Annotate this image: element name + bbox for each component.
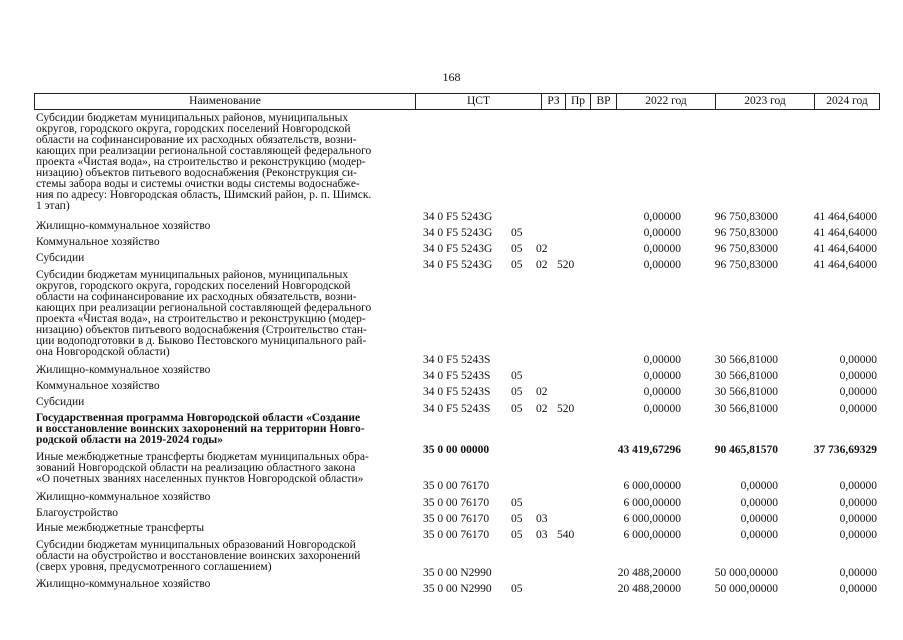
value-2024-cell: 41 464,64000 (813, 211, 877, 223)
value-2022-cell: 0,00000 (643, 243, 681, 255)
cst-cell: 34 0 F5 5243G (423, 259, 493, 271)
rz-cell: 05 (511, 227, 523, 239)
pr-cell: 02 (536, 403, 548, 415)
vr-cell: 520 (557, 403, 575, 415)
value-2024-cell: 0,00000 (839, 567, 877, 579)
value-2023-cell: 0,00000 (740, 529, 778, 541)
value-2024-cell: 0,00000 (839, 386, 877, 398)
value-2024-cell: 0,00000 (839, 583, 877, 595)
header-2022: 2022 год (617, 94, 716, 109)
cst-cell: 35 0 00 76170 (423, 513, 490, 525)
rz-cell: 05 (511, 529, 523, 541)
row-name: Жилищно-коммунальное хозяйство (36, 578, 211, 590)
value-2022-cell: 20 488,20000 (617, 567, 681, 579)
value-2022-cell: 6 000,00000 (623, 497, 681, 509)
value-2024-cell: 0,00000 (839, 480, 877, 492)
value-2022-cell: 20 488,20000 (617, 583, 681, 595)
row-name: Субсидии бюджетам муниципальных образований Новгородской области на обустройство и восстановление воинских захоронений (сверх уровня, предусмотренного соглашением) (36, 539, 361, 573)
value-2022-cell: 0,00000 (643, 354, 681, 366)
cst-cell: 34 0 F5 5243S (423, 354, 491, 366)
page-number: 168 (442, 70, 461, 84)
value-2024-cell: 41 464,64000 (813, 259, 877, 271)
value-2024-cell: 0,00000 (839, 497, 877, 509)
cst-cell: 34 0 F5 5243S (423, 370, 491, 382)
rz-cell: 05 (511, 403, 523, 415)
rz-cell: 05 (511, 243, 523, 255)
vr-cell: 540 (557, 529, 575, 541)
header-vr: ВР (591, 94, 617, 109)
value-2023-cell: 30 566,81000 (714, 386, 778, 398)
row-name: Субсидии бюджетам муниципальных районов, муниципальных округов, городского округа, городских поселений Новгородской области на софинансирование их расходных обязательств, возни- кающих при реализации региональной составляющей федерального проекта «Чистая вода», на строительство и реконструкцию (модер- низацию) объектов питьевого водоснабжения (Реконструкция си- стемы забора воды и системы очистки воды системы водоснабже- ния по адресу: Новгородская область, Шимский район, р. п. Шимск. 1 этап) (36, 112, 372, 212)
value-2023-cell: 30 566,81000 (714, 403, 778, 415)
value-2022-cell: 0,00000 (643, 211, 681, 223)
header-2023: 2023 год (716, 94, 815, 109)
value-2024-cell: 0,00000 (839, 513, 877, 525)
value-2022-cell: 0,00000 (643, 386, 681, 398)
header-pr: Пр (566, 94, 591, 109)
vr-cell: 520 (557, 259, 575, 271)
rz-cell: 05 (511, 370, 523, 382)
value-2024-cell: 41 464,64000 (813, 243, 877, 255)
value-2023-cell: 96 750,83000 (714, 227, 778, 239)
value-2022-cell: 6 000,00000 (623, 480, 681, 492)
value-2022-cell: 0,00000 (643, 370, 681, 382)
rz-cell: 05 (511, 259, 523, 271)
value-2022-cell: 0,00000 (643, 403, 681, 415)
value-2024-cell: 0,00000 (839, 354, 877, 366)
value-2024-cell: 37 736,69329 (813, 444, 877, 456)
row-name: Жилищно-коммунальное хозяйство (36, 491, 211, 503)
row-name: Иные межбюджетные трансферты (36, 522, 205, 534)
rz-cell: 05 (511, 583, 523, 595)
cst-cell: 34 0 F5 5243G (423, 211, 493, 223)
header-rz: РЗ (542, 94, 566, 109)
pr-cell: 02 (536, 259, 548, 271)
row-name: Жилищно-коммунальное хозяйство (36, 220, 211, 232)
row-name: Коммунальное хозяйство (36, 236, 160, 248)
value-2024-cell: 0,00000 (839, 529, 877, 541)
value-2022-cell: 0,00000 (643, 227, 681, 239)
value-2022-cell: 6 000,00000 (623, 529, 681, 541)
value-2024-cell: 0,00000 (839, 370, 877, 382)
value-2024-cell: 41 464,64000 (813, 227, 877, 239)
header-cst: ЦСТ (416, 94, 542, 109)
value-2022-cell: 43 419,67296 (617, 444, 681, 456)
row-name: Жилищно-коммунальное хозяйство (36, 364, 211, 376)
pr-cell: 02 (536, 386, 548, 398)
cst-cell: 34 0 F5 5243S (423, 403, 491, 415)
row-name: Иные межбюджетные трансферты бюджетам муниципальных обра- зований Новгородской области на реализацию областного закона «О почетных званиях населенных пунктов Новгородской области» (36, 451, 369, 485)
value-2023-cell: 96 750,83000 (714, 243, 778, 255)
pr-cell: 03 (536, 529, 548, 541)
rz-cell: 05 (511, 497, 523, 509)
value-2023-cell: 90 465,81570 (714, 444, 778, 456)
value-2023-cell: 30 566,81000 (714, 354, 778, 366)
cst-cell: 35 0 00 N2990 (423, 583, 492, 595)
rz-cell: 05 (511, 513, 523, 525)
value-2023-cell: 0,00000 (740, 497, 778, 509)
row-name: Государственная программа Новгородской области «Создание и восстановление воинских захоронений на территории Новго- родской области на 2019-2024 годы» (36, 412, 365, 446)
pr-cell: 02 (536, 243, 548, 255)
value-2023-cell: 30 566,81000 (714, 370, 778, 382)
row-name: Субсидии бюджетам муниципальных районов, муниципальных округов, городского округа, городских поселений Новгородской области на софинансирование их расходных обязательств, возни- кающих при реализации региональной составляющей федерального проекта «Чистая вода», на строительство и реконструкцию (модер- низацию) объектов питьевого водоснабжения (Строительство стан- ции водоподготовки в д. Быково Пестовского муниципального рай- она Новгородской области) (36, 269, 372, 358)
cst-cell: 34 0 F5 5243G (423, 227, 493, 239)
row-name: Субсидии (36, 396, 85, 408)
rz-cell: 05 (511, 386, 523, 398)
pr-cell: 03 (536, 513, 548, 525)
cst-cell: 34 0 F5 5243G (423, 243, 493, 255)
value-2023-cell: 0,00000 (740, 513, 778, 525)
row-name: Благоустройство (36, 507, 118, 519)
value-2022-cell: 0,00000 (643, 259, 681, 271)
value-2023-cell: 96 750,83000 (714, 211, 778, 223)
row-name: Субсидии (36, 252, 85, 264)
value-2023-cell: 50 000,00000 (714, 567, 778, 579)
header-name: Наименование (35, 94, 416, 109)
cst-cell: 34 0 F5 5243S (423, 386, 491, 398)
cst-cell: 35 0 00 76170 (423, 497, 490, 509)
table-header (34, 93, 880, 110)
value-2023-cell: 96 750,83000 (714, 259, 778, 271)
value-2023-cell: 50 000,00000 (714, 583, 778, 595)
cst-cell: 35 0 00 76170 (423, 480, 490, 492)
value-2023-cell: 0,00000 (740, 480, 778, 492)
cst-cell: 35 0 00 N2990 (423, 567, 492, 579)
value-2022-cell: 6 000,00000 (623, 513, 681, 525)
cst-cell: 35 0 00 00000 (423, 444, 490, 456)
cst-cell: 35 0 00 76170 (423, 529, 490, 541)
row-name: Коммунальное хозяйство (36, 380, 160, 392)
value-2024-cell: 0,00000 (839, 403, 877, 415)
header-2024: 2024 год (826, 95, 868, 107)
